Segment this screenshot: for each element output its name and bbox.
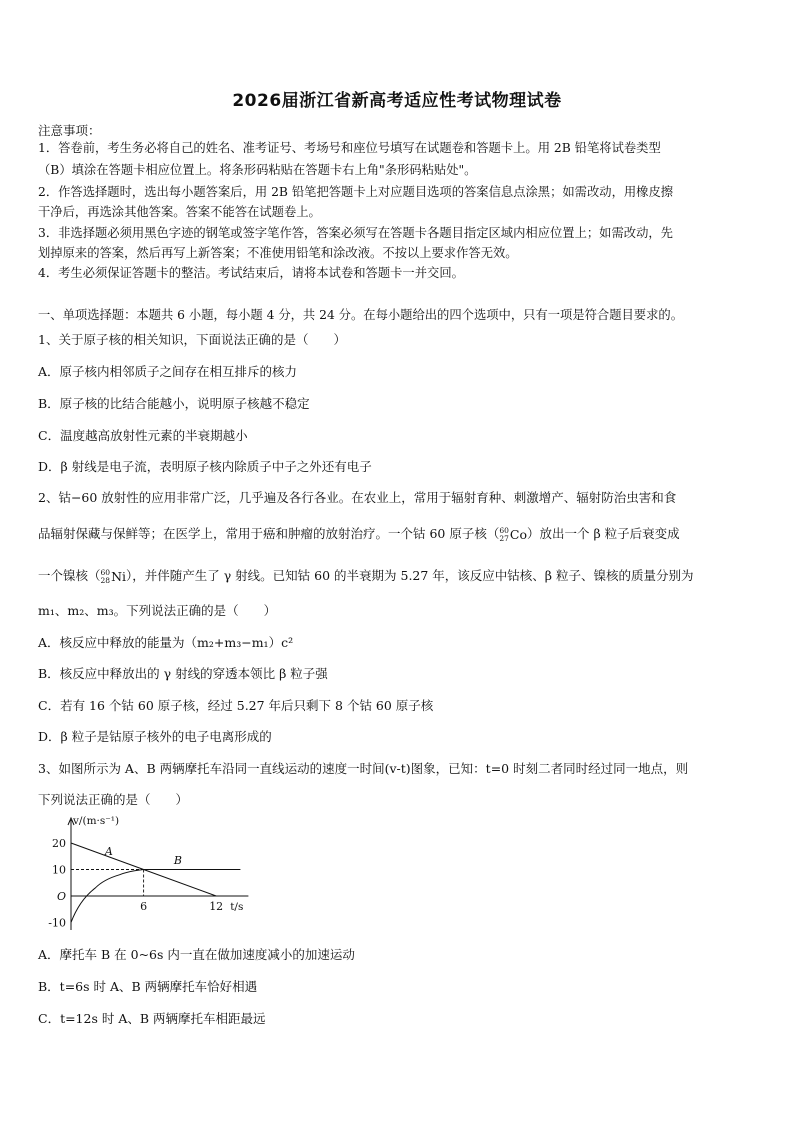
question-2-text: 一个镍核（ (38, 568, 101, 583)
question-1-option-c: C．温度越高放射性元素的半衰期越小 (38, 428, 248, 443)
question-1-option-b: B．原子核的比结合能越小，说明原子核越不稳定 (38, 396, 310, 411)
question-2-option-b: B．核反应中释放出的 γ 射线的穿透本领比 β 粒子强 (38, 666, 328, 681)
y-tick-label: 10 (52, 863, 66, 877)
notice-line: 3．非选择题必须用黑色字迹的钢笔或签字笔作答，答案必须写在答题卡各题目指定区域内相应位置上；如需改动，先 (38, 226, 673, 240)
question-2-line: m₁、m₂、m₃。下列说法正确的是（ ） (38, 603, 277, 618)
question-1-option-a: A．原子核内相邻质子之间存在相互排斥的核力 (38, 364, 298, 379)
section-heading: 一、单项选择题：本题共 6 小题，每小题 4 分，共 24 分。在每小题给出的四个选项中，只有一项是符合题目要求的。 (38, 308, 683, 322)
question-2-option-c: C．若有 16 个钴 60 原子核，经过 5.27 年后只剩下 8 个钴 60 原子核 (38, 698, 434, 713)
nickel-symbol: Ni (111, 568, 126, 584)
question-2-line: 2、钴−60 放射性的应用非常广泛，几乎遍及各行各业。在农业上，常用于辐射育种、刺激增产、辐射防治虫害和食 (38, 490, 677, 505)
question-2-text: ），并伴随产生了 γ 射线。已知钴 60 的半衰期为 5.27 年，该反应中钴核、β 粒子、镍核的质量分别为 (126, 568, 694, 583)
x-tick-label: 6 (140, 900, 148, 913)
question-2-line (38, 568, 758, 585)
y-axis-label: v/(m·s⁻¹) (73, 815, 120, 827)
notice-line: （B）填涂在答题卡相应位置上。将条形码粘贴在答题卡右上角"条形码粘贴处"。 (38, 163, 477, 177)
nickel-mass-number: 60 (100, 567, 111, 577)
notice-line: 1．答卷前，考生务必将自己的姓名、准考证号、考场号和座位号填写在试题卷和答题卡上。用 2B 铅笔将试卷类型 (38, 141, 661, 155)
notice-line: 2．作答选择题时，选出每小题答案后，用 2B 铅笔把答题卡上对应题目选项的答案信息点涂黑；如需改动，用橡皮擦 (38, 185, 674, 199)
question-2-line (38, 526, 758, 543)
question-3-option-b: B．t=6s 时 A、B 两辆摩托车恰好相遇 (38, 979, 258, 994)
cobalt-symbol: Co (509, 526, 527, 542)
question-1-stem: 1、关于原子核的相关知识，下面说法正确的是（ ） (38, 332, 346, 347)
x-axis-label: t/s (230, 901, 244, 913)
velocity-time-chart (38, 812, 244, 936)
series-label-b: B (173, 854, 182, 868)
y-tick-label: 20 (52, 837, 66, 850)
question-2-text: ）放出一个 β 粒子后衰变成 (527, 526, 680, 541)
notice-line: 干净后，再选涂其他答案。答案不能答在试题卷上。 (38, 205, 321, 219)
question-2-option-d: D．β 粒子是钴原子核外的电子电离形成的 (38, 729, 272, 744)
cobalt-nuclide (499, 527, 527, 543)
cobalt-mass-number: 60 (499, 525, 509, 535)
x-tick-label: 12 (209, 900, 224, 913)
question-3-line: 3、如图所示为 A、B 两辆摩托车沿同一直线运动的速度一时间(v-t)图象，已知：t=0 时刻二者同时经过同一地点，则 (38, 761, 689, 776)
question-1-option-d: D．β 射线是电子流，表明原子核内除质子中子之外还有电子 (38, 459, 372, 474)
question-3-option-c: C．t=12s 时 A、B 两辆摩托车相距最远 (38, 1011, 266, 1026)
cobalt-atomic-number: 27 (499, 533, 509, 543)
origin-label: O (56, 890, 66, 903)
series-label-a: A (104, 844, 113, 858)
question-3-option-a: A．摩托车 B 在 0~6s 内一直在做加速度减小的加速运动 (38, 947, 355, 962)
question-2-option-a: A．核反应中释放的能量为（m₂+m₃−m₁）c² (38, 635, 294, 650)
notice-line: 4．考生必须保证答题卡的整洁。考试结束后，请将本试卷和答题卡一并交回。 (38, 266, 464, 280)
y-tick-label: -10 (48, 916, 66, 930)
page-title: 2026届浙江省新高考适应性考试物理试卷 (232, 91, 562, 111)
nickel-nuclide (101, 569, 126, 585)
question-2-text: 品辐射保藏与保鲜等；在医学上，常用于癌和肿瘤的放射治疗。一个钴 60 原子核（ (38, 526, 500, 541)
notice-heading: 注意事项： (38, 123, 101, 138)
nickel-atomic-number: 28 (100, 575, 111, 585)
notice-line: 划掉原来的答案，然后再写上新答案；不准使用铅笔和涂改液。不按以上要求作答无效。 (38, 246, 518, 260)
question-3-line: 下列说法正确的是（ ） (38, 792, 189, 807)
